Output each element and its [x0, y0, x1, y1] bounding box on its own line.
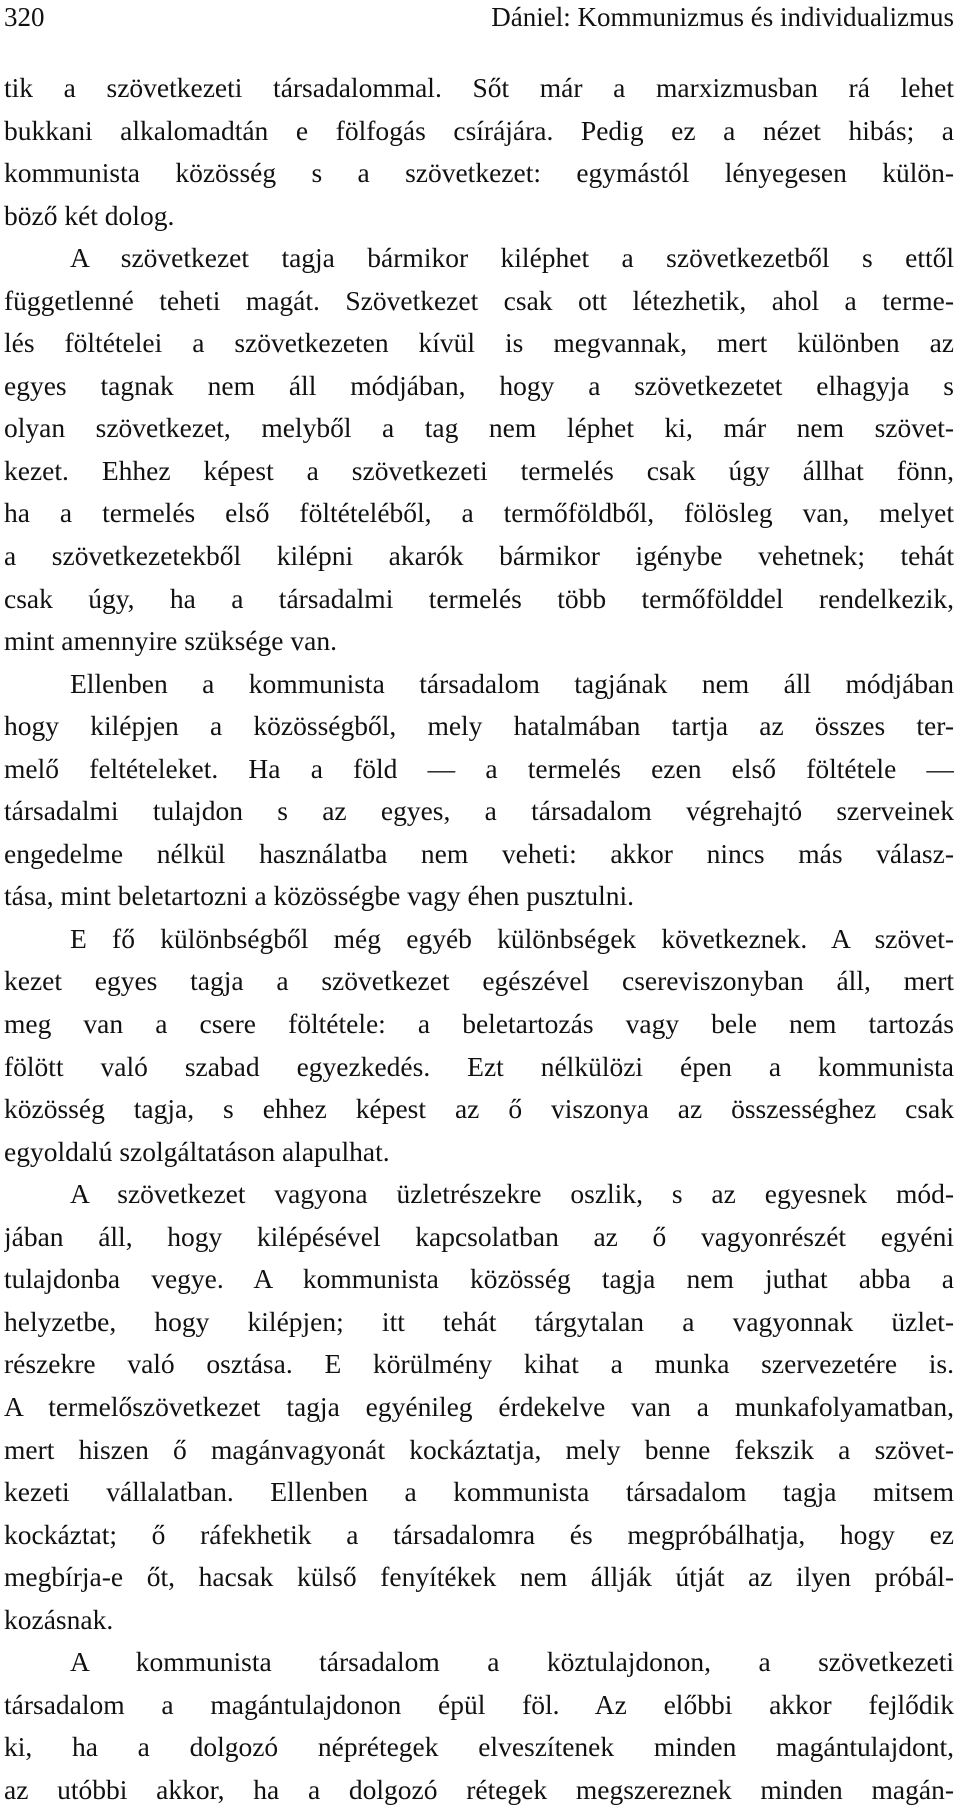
- text-line: bukkani alkalomadtán e fölfogás csírájára. Pedig ez a nézet hibás; a: [4, 114, 954, 146]
- text-line: társadalmi tulajdon s az egyes, a társadalom végrehajtó szerveinek: [4, 795, 954, 827]
- text-line: Ellenben a kommunista társadalom tagjának nem áll módjában: [70, 667, 954, 699]
- page-number: 320: [4, 2, 45, 32]
- text-line: az utóbbi akkor, ha a dolgozó rétegek megszereznek minden magán-: [4, 1773, 954, 1805]
- text-line: A szövetkezet vagyona üzletrészekre oszlik, s az egyesnek mód-: [70, 1178, 954, 1210]
- text-line: csak úgy, ha a társadalmi termelés több termőfölddel rendelkezik,: [4, 582, 954, 614]
- text-line: A kommunista társadalom a köztulajdonon, a szövetkezeti: [70, 1646, 954, 1678]
- text-line: böző két dolog.: [4, 199, 175, 231]
- text-line: kommunista közösség s a szövetkezet: egymástól lényegesen külön-: [4, 157, 954, 189]
- text-line: kezet. Ehhez képest a szövetkezeti termelés csak úgy állhat fönn,: [4, 454, 954, 486]
- text-line: melő feltételeket. Ha a föld — a termelés ezen első föltétele —: [4, 752, 954, 784]
- text-line: meg van a csere föltétele: a beletartozás vagy bele nem tartozás: [4, 1008, 954, 1040]
- running-title: Dániel: Kommunizmus és individualizmus: [491, 2, 954, 32]
- text-line: jában áll, hogy kilépésével kapcsolatban az ő vagyonrészét egyéni: [4, 1220, 954, 1252]
- text-line: közösség tagja, s ehhez képest az ő viszonya az összességhez csak: [4, 1093, 954, 1125]
- text-line: egyes tagnak nem áll módjában, hogy a szövetkezetet elhagyja s: [4, 369, 954, 401]
- text-line: hogy kilépjen a közösségből, mely hatalmában tartja az összes ter-: [4, 710, 954, 742]
- text-line: E fő különbségből még egyéb különbségek következnek. A szövet-: [70, 922, 954, 954]
- body-text: [4, 67, 954, 1811]
- text-line: kezet egyes tagja a szövetkezet egészével csereviszonyban áll, mert: [4, 965, 954, 997]
- text-line: megbírja-e őt, hacsak külső fenyítékek nem állják útját az ilyen próbál-: [4, 1561, 954, 1593]
- text-line: kezeti vállalatban. Ellenben a kommunista társadalom tagja mitsem: [4, 1476, 954, 1508]
- text-line: lés föltételei a szövetkezeten kívül is megvannak, mert különben az: [4, 327, 954, 359]
- text-line: mint amennyire szüksége van.: [4, 625, 337, 657]
- running-head: [4, 2, 954, 42]
- text-line: tulajdonba vegye. A kommunista közösség tagja nem juthat abba a: [4, 1263, 954, 1295]
- text-line: fölött való szabad egyezkedés. Ezt nélkülözi épen a kommunista: [4, 1050, 954, 1082]
- text-line: egyoldalú szolgáltatáson alapulhat.: [4, 1135, 390, 1167]
- text-line: a szövetkezetekből kilépni akarók bármikor igénybe vehetnek; tehát: [4, 540, 954, 572]
- text-line: tik a szövetkezeti társadalommal. Sőt már a marxizmusban rá lehet: [4, 72, 954, 103]
- text-line: engedelme nélkül használatba nem veheti: akkor nincs más válasz-: [4, 837, 954, 869]
- text-line: ha a termelés első föltételéből, a termőföldből, fölösleg van, melyet: [4, 497, 954, 529]
- text-line: kozásnak.: [4, 1603, 114, 1635]
- text-line: kockáztat; ő ráfekhetik a társadalomra és megpróbálhatja, hogy ez: [4, 1518, 954, 1550]
- text-line: mert hiszen ő magánvagyonát kockáztatja, mely benne fekszik a szövet-: [4, 1433, 954, 1465]
- text-line: részekre való osztása. E körülmény kihat a munka szervezetére is.: [4, 1348, 954, 1380]
- text-line: tása, mint beletartozni a közösségbe vagy éhen pusztulni.: [4, 880, 635, 912]
- text-line: ki, ha a dolgozó néprétegek elveszítenek minden magántulajdont,: [4, 1731, 954, 1763]
- text-line: függetlenné teheti magát. Szövetkezet csak ott létezhetik, ahol a terme-: [4, 284, 954, 316]
- text-line: A szövetkezet tagja bármikor kiléphet a szövetkezetből s ettől: [70, 242, 954, 274]
- text-line: A termelőszövetkezet tagja egyénileg érdekelve van a munkafolyamatban,: [4, 1390, 954, 1422]
- text-line: olyan szövetkezet, melyből a tag nem léphet ki, már nem szövet-: [4, 412, 954, 444]
- text-line: társadalom a magántulajdonon épül föl. Az előbbi akkor fejlődik: [4, 1688, 954, 1720]
- text-line: helyzetbe, hogy kilépjen; itt tehát tárgytalan a vagyonnak üzlet-: [4, 1305, 954, 1337]
